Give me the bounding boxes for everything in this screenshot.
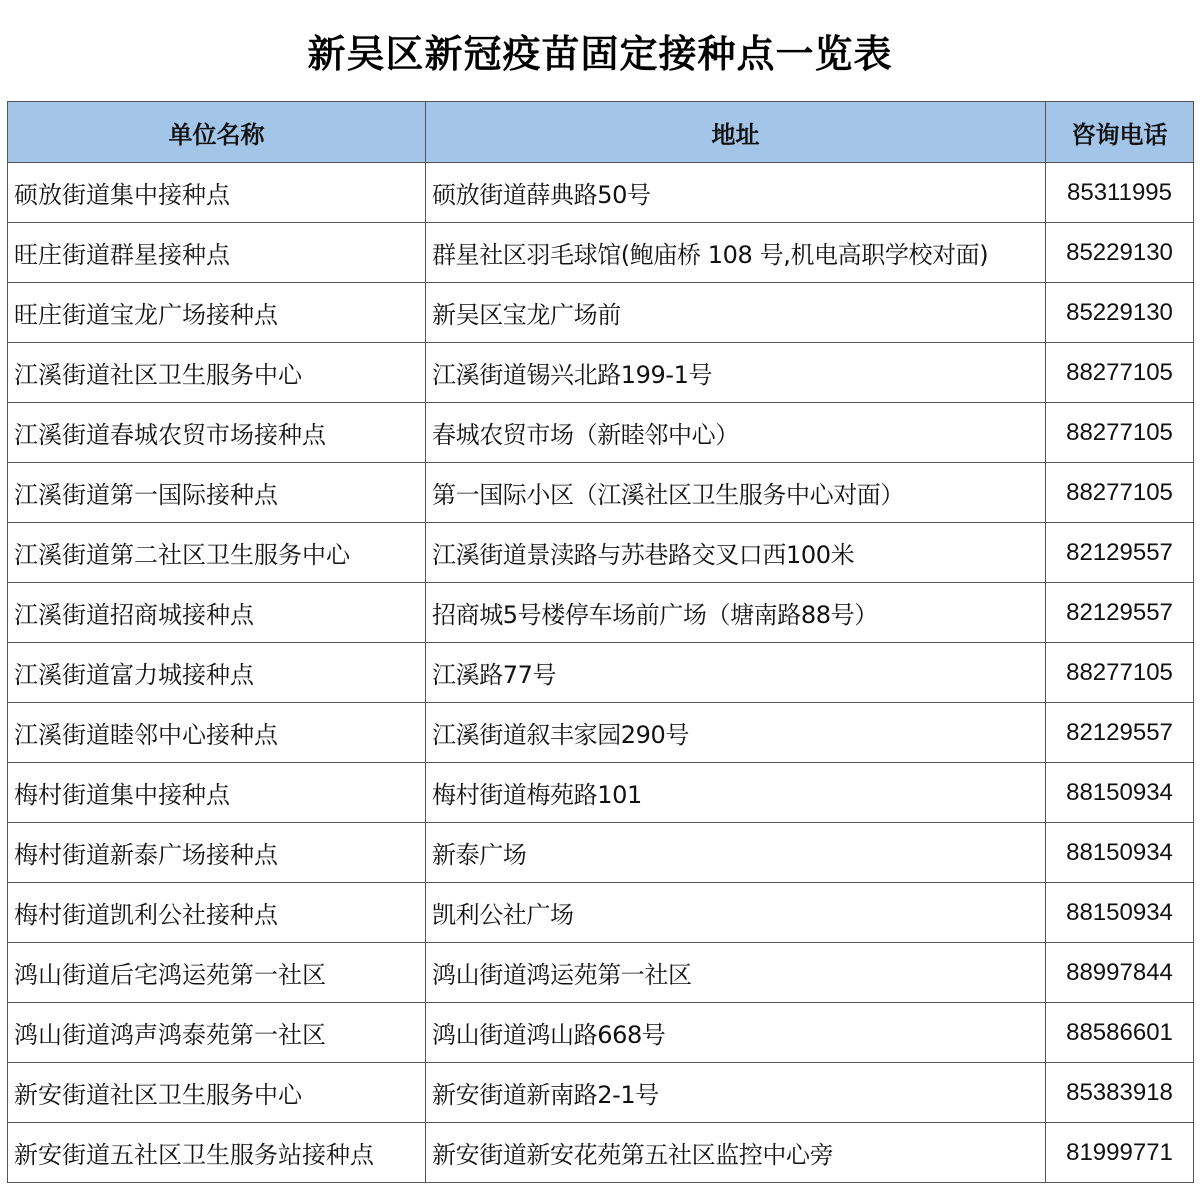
cell-unit-name: 鸿山街道鸿声鸿泰苑第一社区: [8, 1003, 426, 1063]
cell-address: 新泰广场: [426, 823, 1046, 883]
cell-address: 硕放街道薛典路50号: [426, 163, 1046, 223]
cell-phone: 82129557: [1046, 523, 1194, 583]
table-row: [8, 403, 1194, 463]
table-row: [8, 1123, 1194, 1183]
table-row: [8, 1003, 1194, 1063]
cell-unit-name: 江溪街道招商城接种点: [8, 583, 426, 643]
table-row: [8, 643, 1194, 703]
table-header-row: [8, 102, 1194, 163]
vaccination-sites-table: [7, 101, 1194, 1183]
cell-unit-name: 梅村街道凯利公社接种点: [8, 883, 426, 943]
table-row: [8, 223, 1194, 283]
cell-phone: 85311995: [1046, 163, 1194, 223]
cell-address: 江溪街道景渎路与苏巷路交叉口西100米: [426, 523, 1046, 583]
cell-unit-name: 旺庄街道宝龙广场接种点: [8, 283, 426, 343]
cell-address: 江溪街道叙丰家园290号: [426, 703, 1046, 763]
cell-address: 凯利公社广场: [426, 883, 1046, 943]
cell-unit-name: 梅村街道新泰广场接种点: [8, 823, 426, 883]
cell-phone: 85229130: [1046, 283, 1194, 343]
cell-phone: 88150934: [1046, 763, 1194, 823]
cell-unit-name: 江溪街道富力城接种点: [8, 643, 426, 703]
cell-address: 江溪路77号: [426, 643, 1046, 703]
cell-unit-name: 江溪街道春城农贸市场接种点: [8, 403, 426, 463]
cell-address: 春城农贸市场（新睦邻中心）: [426, 403, 1046, 463]
cell-unit-name: 硕放街道集中接种点: [8, 163, 426, 223]
cell-phone: 82129557: [1046, 583, 1194, 643]
cell-phone: 88277105: [1046, 643, 1194, 703]
cell-unit-name: 江溪街道睦邻中心接种点: [8, 703, 426, 763]
cell-unit-name: 新安街道社区卫生服务中心: [8, 1063, 426, 1123]
cell-unit-name: 旺庄街道群星接种点: [8, 223, 426, 283]
cell-address: 第一国际小区（江溪社区卫生服务中心对面）: [426, 463, 1046, 523]
cell-phone: 85229130: [1046, 223, 1194, 283]
page-title: 新吴区新冠疫苗固定接种点一览表: [307, 31, 893, 76]
header-unit-name: 单位名称: [8, 102, 426, 163]
cell-address: 梅村街道梅苑路101: [426, 763, 1046, 823]
cell-phone: 85383918: [1046, 1063, 1194, 1123]
table-row: [8, 1063, 1194, 1123]
cell-phone: 82129557: [1046, 703, 1194, 763]
table-row: [8, 763, 1194, 823]
cell-address: 鸿山街道鸿运苑第一社区: [426, 943, 1046, 1003]
header-phone: 咨询电话: [1046, 102, 1194, 163]
table-row: [8, 823, 1194, 883]
cell-address: 群星社区羽毛球馆(鲍庙桥 108 号,机电高职学校对面): [426, 223, 1046, 283]
table-row: [8, 883, 1194, 943]
cell-address: 新吴区宝龙广场前: [426, 283, 1046, 343]
cell-address: 新安街道新南路2-1号: [426, 1063, 1046, 1123]
table-row: [8, 283, 1194, 343]
table-row: [8, 943, 1194, 1003]
cell-phone: 88150934: [1046, 823, 1194, 883]
cell-address: 江溪街道锡兴北路199-1号: [426, 343, 1046, 403]
cell-phone: 88277105: [1046, 343, 1194, 403]
cell-phone: 88277105: [1046, 463, 1194, 523]
cell-phone: 88586601: [1046, 1003, 1194, 1063]
cell-unit-name: 新安街道五社区卫生服务站接种点: [8, 1123, 426, 1183]
table-row: [8, 703, 1194, 763]
table-row: [8, 583, 1194, 643]
cell-phone: 88997844: [1046, 943, 1194, 1003]
cell-unit-name: 江溪街道第二社区卫生服务中心: [8, 523, 426, 583]
cell-address: 鸿山街道鸿山路668号: [426, 1003, 1046, 1063]
table-row: [8, 523, 1194, 583]
cell-unit-name: 梅村街道集中接种点: [8, 763, 426, 823]
cell-unit-name: 江溪街道第一国际接种点: [8, 463, 426, 523]
table-row: [8, 343, 1194, 403]
cell-unit-name: 鸿山街道后宅鸿运苑第一社区: [8, 943, 426, 1003]
header-address: 地址: [426, 102, 1046, 163]
cell-phone: 81999771: [1046, 1123, 1194, 1183]
cell-address: 招商城5号楼停车场前广场（塘南路88号）: [426, 583, 1046, 643]
cell-phone: 88277105: [1046, 403, 1194, 463]
table-row: [8, 163, 1194, 223]
cell-address: 新安街道新安花苑第五社区监控中心旁: [426, 1123, 1046, 1183]
table-row: [8, 463, 1194, 523]
cell-unit-name: 江溪街道社区卫生服务中心: [8, 343, 426, 403]
cell-phone: 88150934: [1046, 883, 1194, 943]
